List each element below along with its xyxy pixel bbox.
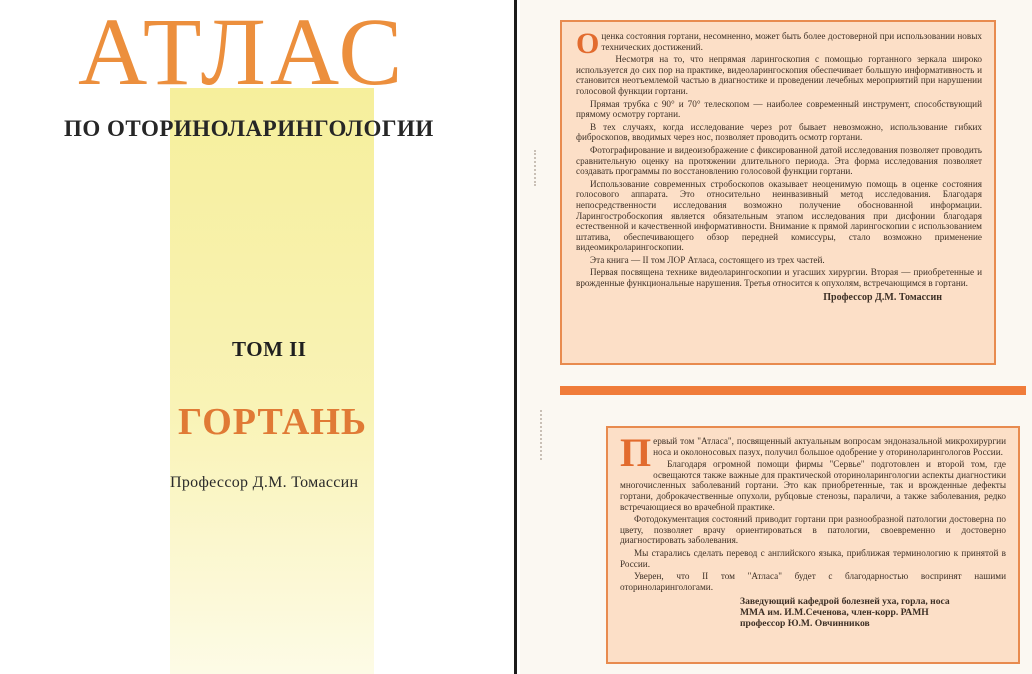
foreword-paragraph: Уверен, что II том "Атласа" будет с благодарностью воспринят нашими оториноларингологами. [620,571,1006,592]
page-stamp-mark [540,410,548,460]
foreword-paragraph: Благодаря огромной помощи фирмы "Сервье" подготовлен и второй том, где освещаются также важные для практической оториноларингологии аспекты диагностики многочисленных заболеваний гортани. Это как приобретенные, так и врожденные дефекты гортани, доброкачественные опухоли, рубцовые стенозы, параличи, а также заболевания, редко встречающиеся во врачебной практике. [620,459,1006,512]
preface-first-text: ценка состояния гортани, несомненно, может быть более достоверной при использовании новых технических достижений. [601,31,982,52]
preface-paragraph: Несмотря на то, что непрямая ларингоскопия с помощью гортанного зеркала широко используется до сих пор на практике, видеоларингоскопия обеспечивает большую информативность и становится неотъемлемой частью в диагностике и проведении лечебных мероприятий при нарушении голосовой функции гортани. [576,54,982,96]
preface-paragraph: Использование современных стробоскопов оказывает неоценимую помощь в оценке состояния голосового аппарата. Это относительно неинвазивный метод исследования. Благодаря непосредственности исследования возможно получение обоснованной информации. Ларингостробоскопия является обязательным этапом исследования при дисфонии благодаря естественной и качественной информативности. Внимание к прямой ларингоскопии с использованием штатива, обеспечивающего обзор передней комиссуры, стало возможно применение видеомикроларингоскопии. [576,178,982,253]
preface-paragraph: Первая посвящена технике видеоларингоскопии и угасших хирургии. Вторая — приобретенные и врожденные функциональные нарушения. Третья относится к опухолям, встречающимся в гортани. [576,267,982,289]
foreword-paragraph: Фотодокументация состояний приводит гортани при разнообразной патологии достоверна по цвету, позволяет врачу ориентироваться в патологии, своевременно и достоверно диагностировать заболевания. [620,514,1006,546]
cover-subtitle: ПО ОТОРИНОЛАРИНГОЛОГИИ [64,116,434,141]
preface-paragraph: Фотографирование и видеоизображение с фиксированной датой исследования позволяет проводить сравнительную оценку на протяжении длительного периода. Эта форма исследования позволяет создавать программы по восстановлению голосовой функции гортани. [576,144,982,177]
foreword-first-text: ервый том "Атласа", посвященный актуальным вопросам эндоназальной микрохирургии носа и околоносовых пазух, получил большое одобрение у оториноларингологов России. [653,436,1006,457]
preface-box [560,20,996,365]
foreword-first-paragraph [620,430,1006,475]
foreword-dropcap: П [620,430,652,475]
section-divider-bar [560,386,1026,395]
cover-title: АТЛАС [78,0,407,105]
preface-dropcap: О [576,27,600,60]
cover-yellow-band [170,88,374,674]
foreword-signature-line: Заведующий кафедрой болезней уха, горла, носа [740,596,950,608]
foreword-paragraph: Мы старались сделать перевод с английского языка, приближая терминологию к принятой в России. [620,547,1006,569]
preface-paragraph: Эта книга — II том ЛОР Атласа, состоящего из трех частей. [590,254,825,265]
foreword-signature-line: ММА им. И.М.Сеченова, член-корр. РАМН [740,607,929,619]
cover-author: Профессор Д.М. Томассин [170,474,359,491]
page-stamp-mark [534,150,542,186]
preface-signature: Профессор Д.М. Томассин [823,291,942,303]
cover-topic: ГОРТАНЬ [178,401,368,443]
preface-paragraph: В тех случаях, когда исследование через рот бывает невозможно, использование гибких фиброскопов, вводимых через нос, позволяет проводить осмотр гортани. [576,121,982,143]
preface-first-paragraph [576,27,982,60]
foreword-signature-line: профессор Ю.М. Овчинников [740,618,870,630]
foreword-box [606,426,1020,664]
cover-volume: ТОМ II [232,337,307,361]
inner-page [520,0,1032,674]
preface-paragraph: Прямая трубка с 90° и 70° телескопом — наиболее современный инструмент, способствующий прямому осмотру гортани. [576,98,982,120]
foreword-signature [620,596,1006,629]
